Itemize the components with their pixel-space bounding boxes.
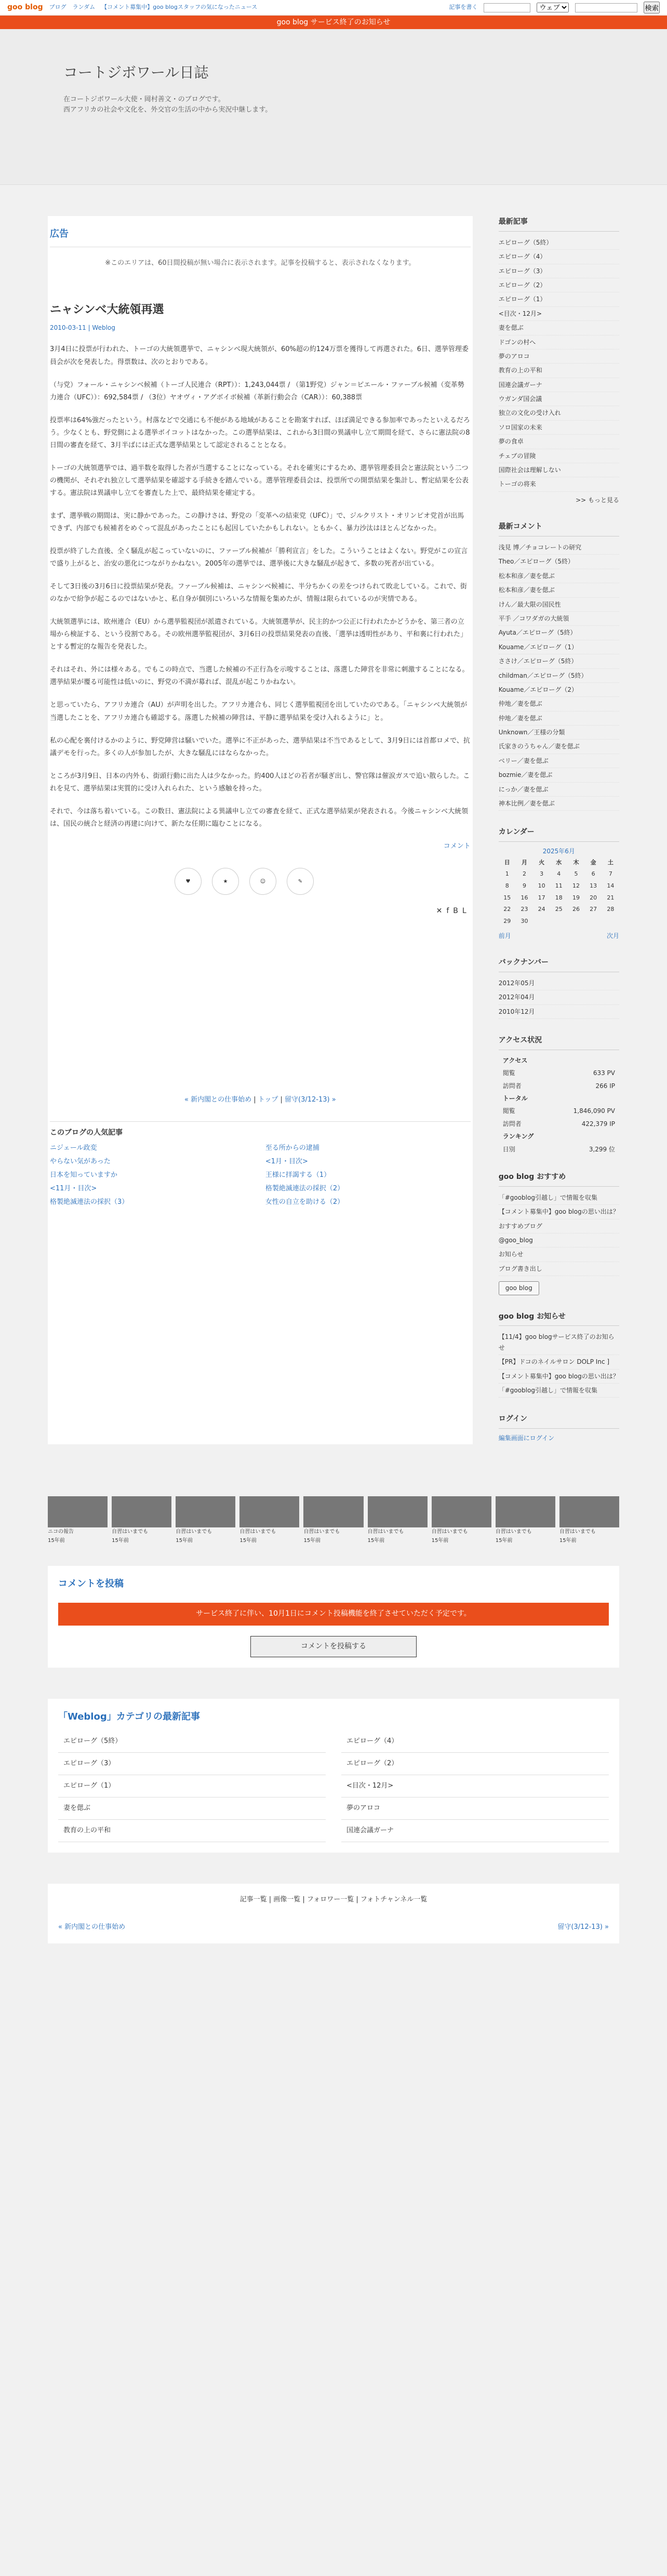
cal-day[interactable]: 19 <box>572 894 580 901</box>
gallery-date: 15年前 <box>239 1538 257 1544</box>
cal-day[interactable]: 7 <box>608 870 612 878</box>
gallery-date: 15年前 <box>559 1538 577 1544</box>
search-input[interactable] <box>484 3 530 12</box>
footer-links[interactable]: 記事一覧 | 画像一覧 | フォロワー一覧 | フォトチャンネル一覧 <box>239 1896 428 1904</box>
goo-recommend-item[interactable]: 【コメント募集中】goo blogの思い出は？ <box>499 1205 619 1219</box>
top-link[interactable]: トップ <box>258 1095 278 1104</box>
post-title[interactable]: ニャシンべ大統領再選 <box>50 303 164 316</box>
cal-day-header: 木 <box>573 858 579 866</box>
gallery-caption[interactable]: 自習はいまでも <box>176 1529 212 1535</box>
post-paragraph: そして3日後の3月6日に投票結果が発表。ファーブル候補は、ニャシンベ候補に、半分ちかくの差をつけられて敗北している。これで、街のなかで紛争が起こるのではないかと、私自身が個別にいろいろな情報を集めたが、情報は限られているのが実情である。 <box>50 583 467 603</box>
backnumber-heading: バックナンバー <box>499 957 619 972</box>
comment-item[interactable]: にっか／妻を偲ぶ <box>499 783 619 797</box>
cal-day[interactable]: 14 <box>607 882 615 889</box>
gallery-caption[interactable]: 自習はいまでも <box>495 1529 532 1535</box>
post-meta: 2010-03-11 | Weblog <box>50 324 115 332</box>
cal-day[interactable]: 22 <box>503 906 511 913</box>
rank-title: ランキング <box>502 1133 534 1141</box>
category-latest-item[interactable]: 国連会議ガーナ <box>341 1820 609 1842</box>
cal-day[interactable]: 25 <box>555 906 563 913</box>
comment-item[interactable]: Theo／エピローグ（5終） <box>499 555 619 569</box>
comment-item[interactable]: 仲地／妻を偲ぶ <box>499 697 619 711</box>
comment-item[interactable]: 松本和彦／妻を偲ぶ <box>499 569 619 583</box>
cal-day[interactable]: 20 <box>590 894 597 901</box>
calendar-heading: カレンダー <box>499 826 619 842</box>
recent-item[interactable]: エピローグ（3） <box>499 264 619 278</box>
category-latest-item[interactable]: エピローグ（3） <box>58 1753 326 1775</box>
post-paragraph: （与党）フォール・ニャシンベ候補（トーゴ人民連合（RPT））：1,243,044票 / （第1野党）ジャン＝ピエール・ファーブル候補（変革勢力連合（UFC））：692,584票 / （3位）ヤオヴィ・アグボイボ候補（革新行動会合（CAR））：60,388票 <box>50 381 464 401</box>
total-title: トータル <box>502 1095 528 1103</box>
popular-item[interactable]: 格製絶滅連法の採択（2） <box>265 1184 344 1192</box>
gallery-photo[interactable] <box>239 1496 299 1527</box>
comment-end-notice[interactable]: サービス終了に伴い、10月1日にコメント投稿機能を終了させていただく予定です。 <box>58 1603 609 1626</box>
post-paragraph: それはそれ、外には様々ある。でもこの時点で、当選した候補の不正行為を示唆することは、落選した陣営を非常に刺激することになる。選挙結果が覆る可能性は低いのに、野党の不満が募れば、混乱が起こりかねない。 <box>50 666 469 687</box>
ad-heading: 広告 <box>50 226 471 247</box>
post-date: 2010-03-11 <box>50 324 86 332</box>
backnumber-item[interactable]: 2010年12月 <box>499 1005 619 1019</box>
recent-list <box>499 236 619 492</box>
cal-day[interactable]: 2 <box>522 870 526 878</box>
comment-item[interactable]: 平手 ／コワダガの大統領 <box>499 612 619 626</box>
cal-day[interactable]: 10 <box>538 882 545 889</box>
gallery-caption[interactable]: 自習はいまでも <box>112 1529 149 1535</box>
popular-heading: このブログの人気記事 <box>50 1128 123 1137</box>
category-latest <box>48 1699 619 1853</box>
cal-day[interactable]: 26 <box>572 906 580 913</box>
gallery-photo[interactable] <box>496 1496 555 1527</box>
goo-logo[interactable]: goo blog <box>7 3 43 11</box>
comment-item[interactable]: Unknown／王様の分類 <box>499 726 619 740</box>
recent-item[interactable]: 夢のアロコ <box>499 350 619 364</box>
gallery-item[interactable] <box>432 1496 491 1545</box>
recent-item[interactable]: <目次・12月> <box>499 307 619 321</box>
blog-title[interactable]: コートジボワール日誌 <box>63 64 209 81</box>
category-latest-item[interactable]: 教育の上の平和 <box>58 1820 326 1842</box>
gallery-caption[interactable]: 自習はいまでも <box>239 1529 276 1535</box>
access-stats: アクセス 閲覧 633 PV 訪問者 266 IP トータル 閲覧 1,846,090 PV 訪問者 422,379 IP ランキング 日別 3,299 位 <box>499 1054 619 1156</box>
nav-blog[interactable]: ブログ <box>49 4 66 11</box>
gallery-date: 15年前 <box>431 1538 449 1544</box>
recent-heading: 最新記事 <box>499 216 619 232</box>
category-latest-item[interactable]: エピローグ（2） <box>341 1753 609 1775</box>
write-post-link[interactable]: 記事を書く <box>449 4 478 11</box>
recent-item[interactable]: ドゴンの村へ <box>499 336 619 350</box>
login-heading: ログイン <box>499 1413 619 1429</box>
cal-day[interactable] <box>533 916 550 928</box>
popular-item[interactable]: 日本を知っていますか <box>50 1171 118 1179</box>
cal-day[interactable]: 1 <box>505 870 509 878</box>
recent-item[interactable]: エピローグ（2） <box>499 278 619 292</box>
cal-day-header: 日 <box>504 858 510 866</box>
recent-item[interactable]: トーゴの将来 <box>499 477 619 491</box>
category-latest-heading: 「Weblog」カテゴリの最新記事 <box>58 1711 201 1723</box>
footer-prev[interactable]: « 新内閣との仕事始め <box>58 1923 126 1931</box>
gallery-photo[interactable] <box>48 1496 108 1527</box>
comment-heading: コメントを投稿 <box>58 1578 124 1590</box>
recent-comments-list <box>499 541 619 811</box>
service-end-notice[interactable]: goo blog サービス終了のお知らせ <box>0 16 667 29</box>
cal-day[interactable]: 11 <box>555 882 563 889</box>
cal-day[interactable]: 28 <box>607 906 615 913</box>
cal-next[interactable]: 次月 <box>606 932 619 940</box>
gallery-date: 15年前 <box>367 1538 385 1544</box>
comment-item[interactable]: けん／最大限の国民性 <box>499 598 619 612</box>
reaction-button-2[interactable]: ★ <box>212 868 239 895</box>
access-heading: アクセス状況 <box>499 1035 619 1050</box>
recent-item[interactable]: 妻を偲ぶ <box>499 321 619 335</box>
cal-day[interactable]: 4 <box>557 870 561 878</box>
comment-section <box>48 1566 619 1668</box>
recent-item[interactable]: 国際社会は理解しない <box>499 463 619 477</box>
gallery-photo[interactable] <box>368 1496 428 1527</box>
post-paragraph: 投票率は64%強だったという。村落などで交通にも不便がある地域があることを勘案すれば、ほぼ満足できる参加率であったといえるだろう。少なくとも、野党側による選挙ボイコットはなかった。この選挙結果は、これから3日間の異議申し立て期間を経て、さらに憲法院の8日間の審査を経て、3月半ばには正式な選挙結果として認定されることとなる。 <box>50 416 470 449</box>
footer <box>48 1884 619 1943</box>
cal-day[interactable]: 17 <box>538 894 545 901</box>
calendar-table <box>499 857 619 928</box>
gallery-caption[interactable]: 自習はいまでも <box>559 1529 596 1535</box>
post-comment-button[interactable]: コメントを投稿する <box>250 1636 417 1658</box>
blog-header <box>0 29 667 185</box>
reaction-button-3[interactable]: ☺ <box>249 868 276 895</box>
goo-recommend-item[interactable]: @goo_blog <box>499 1233 619 1247</box>
category-latest-item[interactable]: 夢のアロコ <box>341 1797 609 1820</box>
post-category[interactable]: Weblog <box>92 324 115 332</box>
cal-day[interactable]: 6 <box>591 870 595 878</box>
gallery-date: 15年前 <box>112 1538 129 1544</box>
calendar-month: 2025年6月 <box>542 848 575 855</box>
recent-item[interactable]: ウガンダ国会議 <box>499 392 619 406</box>
news-list <box>499 1330 619 1398</box>
cal-prev[interactable]: 前月 <box>498 932 511 940</box>
sns-share <box>50 905 471 918</box>
search-button[interactable]: 検索 <box>644 2 660 14</box>
cal-day[interactable]: 16 <box>521 894 528 901</box>
facebook-share-icon[interactable]: f <box>446 906 453 915</box>
goo-recommend-list <box>499 1191 619 1276</box>
recent-item[interactable]: エピローグ（1） <box>499 292 619 306</box>
gallery-photo[interactable] <box>112 1496 171 1527</box>
gallery-caption[interactable]: 自習はいまでも <box>367 1529 404 1535</box>
post-pager: « 新内閣との仕事始め | トップ | 留守(3/12-13) » <box>184 1095 336 1104</box>
blog-desc-1: 在コートジボワール大使・岡村善文・のブログです。 <box>63 95 225 103</box>
popular-item[interactable]: <11月・目次> <box>50 1184 97 1192</box>
cal-day[interactable]: 18 <box>555 894 563 901</box>
cal-day[interactable] <box>602 916 619 928</box>
gallery-photo[interactable] <box>303 1496 363 1527</box>
gallery-item[interactable] <box>176 1496 235 1545</box>
cal-day-header: 月 <box>521 858 527 866</box>
reaction-button-1[interactable]: ♥ <box>175 868 202 895</box>
recent-item[interactable]: 国連会議ガーナ <box>499 378 619 392</box>
popular-item[interactable]: 王様に拝謁する（1） <box>265 1171 331 1179</box>
post-paragraph: と思っていたら、アフリカ連合（AU）が声明を出した。アフリカ連合も、同じく選挙監視団を出していたのである。「ニャシンベ大統領が当選したことを、アフリカ連合も確認する。落選した候補の陣営は、平静に選挙結果を受け入れるように」と。 <box>50 701 468 722</box>
post-body <box>50 343 471 830</box>
category-latest-item[interactable]: エピローグ（4） <box>341 1730 609 1753</box>
popular-item[interactable]: やらない気があった <box>50 1157 111 1165</box>
access-title: アクセス <box>502 1056 528 1064</box>
comment-item[interactable]: ささけ／エピローグ（5終） <box>499 654 619 668</box>
popular-posts <box>50 1121 471 1208</box>
comment-item[interactable]: 神本比例／妻を偲ぶ <box>499 797 619 811</box>
cal-day[interactable]: 8 <box>505 882 509 889</box>
post-paragraph: 私の心配を裏付けるかのように、野党陣営は騒いでいた。選挙に不正があった、選挙結果は不当であるとして、3月9日には首都ロメで、抗議デモを行った。多くの人が参加したが、大きな騒乱にはならなかった。 <box>50 736 470 757</box>
cal-day-header: 火 <box>539 858 545 866</box>
gallery-item[interactable] <box>559 1496 619 1545</box>
goo-recommend-item[interactable]: お知らせ <box>499 1247 619 1262</box>
backnumber-list <box>499 976 619 1019</box>
comments-heading: 最新コメント <box>499 521 619 536</box>
comment-item[interactable]: 仲地／妻を偲ぶ <box>499 712 619 726</box>
recent-item[interactable]: エピローグ（5終） <box>499 236 619 250</box>
post-paragraph: 3月4日に投票が行われた、トーゴの大統領選挙で、ニャシンベ現大統領が、60%超の約124万票を獲得して再選された。6日、選挙管理委員会が次を発表した。得票数は、次のとおりである。 <box>50 345 469 366</box>
gallery-item[interactable] <box>368 1496 428 1545</box>
blog-desc-2: 西アフリカの社会や文化を、外交官の生活の中から実況中継します。 <box>63 106 272 114</box>
post-paragraph: 投票が終了した直後、全く騒乱が起こっていないのに、ファーブル候補が「勝利宣言」をした。こういうことはよくない。野党がこの宣言で盛り上がると、治安の悪化につながりかねない。2005年の選挙では、選挙後に大きな騒乱が起きて、多数の死者が出ている。 <box>50 547 468 568</box>
cal-day[interactable] <box>550 916 567 928</box>
post-paragraph: それで、今は落ち着いている。この数日、憲法院による異議申し立ての審査を経て、正式な選挙結果が発表される。今後ニャシンベ大統領は、国民の統合と経済の再建に向けて、新たな任期に臨むことになる。 <box>50 807 469 828</box>
goo-recommend-item[interactable]: 「#gooblog引越し」で情報を収集 <box>499 1191 619 1205</box>
cal-day-header: 金 <box>590 858 596 866</box>
cal-day[interactable]: 23 <box>521 906 528 913</box>
gallery-item[interactable] <box>48 1496 108 1545</box>
gallery-date: 15年前 <box>303 1538 321 1544</box>
goo-recommend-heading: goo blog おすすめ <box>499 1171 619 1187</box>
cal-day[interactable]: 5 <box>574 870 578 878</box>
recent-item[interactable]: 独立の文化の受け入れ <box>499 406 619 420</box>
cal-day-header: 水 <box>556 858 562 866</box>
category-latest-item[interactable]: エピローグ（5終） <box>58 1730 326 1753</box>
search-scope[interactable] <box>537 3 569 12</box>
main-column <box>48 216 473 1444</box>
gallery-photo[interactable] <box>559 1496 619 1527</box>
x-share-icon[interactable]: ✕ <box>436 906 447 915</box>
recent-item[interactable]: 夢の食卓 <box>499 435 619 449</box>
ad-note: ※このエリアは、60日間投稿が無い場合に表示されます。記事を投稿すると、表示されなくなります。 <box>105 259 416 267</box>
nav-random[interactable]: ランダム <box>72 4 96 11</box>
gallery-caption[interactable]: ニコの報告 <box>48 1529 74 1535</box>
reaction-button-4[interactable]: ✎ <box>287 868 314 895</box>
post-paragraph: トーゴの大統領選挙では、過半数を取得した者が当選することになっている。それを確実にするため、選挙管理委員会と憲法院という二つの機関が、それぞれ独立して選挙結果を確認する手続きを踏んでいる。選挙管理委員会は、投票所での開票結果を集計し、暫定結果を公表する。憲法院は異議申し立てを審査した上で、最終結果を確定する。 <box>50 464 469 497</box>
popular-item[interactable]: 格製絶滅連法の採択（3） <box>50 1198 129 1206</box>
post-paragraph: ところが3月9日、日本の内外も、街頭行動に出た人は少なかった。約400人ほどの若者が騒ぎ出し、警官隊は催涙ガスで追い散らした。これを見て、選挙結果は実質的に受け入れられた、という感触を持った。 <box>50 772 470 793</box>
prev-post-link[interactable]: « 新内閣との仕事始め <box>184 1095 252 1104</box>
cal-day[interactable]: 29 <box>503 918 511 925</box>
category-latest-item[interactable]: <目次・12月> <box>341 1775 609 1797</box>
cal-day[interactable]: 13 <box>590 882 597 889</box>
cal-day[interactable] <box>585 916 602 928</box>
backnumber-item[interactable]: 2012年04月 <box>499 990 619 1004</box>
news-item[interactable]: 「#gooblog引越し」で情報を収集 <box>499 1384 619 1398</box>
comment-item[interactable]: 松本和彦／妻を偲ぶ <box>499 583 619 597</box>
search-box[interactable] <box>575 3 637 12</box>
cal-day-header: 土 <box>607 858 613 866</box>
category-latest-list <box>58 1730 609 1842</box>
global-topbar <box>0 0 667 16</box>
gallery-caption[interactable]: 自習はいまでも <box>303 1529 340 1535</box>
post-paragraph: まず、選挙戦の期間は、実に静かであった。この静けさは、野党の「変革への結束党（UFC）」で、ジルクリスト・オリンピオ党首が出馬できず、内部でも候補者をめぐって混乱があったことにも起因していたかもしれない。ともかく、暴力沙汰はほとんどなかった。 <box>50 512 464 532</box>
cal-day[interactable]: 27 <box>590 906 597 913</box>
gallery-photo[interactable] <box>432 1496 491 1527</box>
next-post-link[interactable]: 留守(3/12-13) » <box>285 1095 336 1104</box>
comment-item[interactable]: Kouame／エピローグ（2） <box>499 683 619 697</box>
goo-recommend-item[interactable]: ブログ書き出し <box>499 1262 619 1276</box>
popular-item[interactable]: 女性の自立を助ける（2） <box>265 1198 344 1206</box>
comment-item[interactable]: 氏家きのうちゃん／妻を偲ぶ <box>499 740 619 754</box>
cal-day[interactable]: 12 <box>572 882 580 889</box>
gallery-date: 15年前 <box>48 1538 65 1544</box>
gallery-item[interactable] <box>239 1496 299 1545</box>
cal-day[interactable]: 15 <box>503 894 511 901</box>
more-link[interactable]: >> もっと見る <box>576 496 619 504</box>
gallery-caption[interactable]: 自習はいまでも <box>431 1529 468 1535</box>
cal-day[interactable]: 9 <box>522 882 526 889</box>
gallery-photo[interactable] <box>176 1496 235 1527</box>
recent-item[interactable]: チェブの冒険 <box>499 449 619 463</box>
popular-list <box>50 1143 471 1208</box>
goo-recommend-item[interactable]: おすすめブログ <box>499 1219 619 1233</box>
comment-item[interactable]: 浅見 博／チョコレートの研究 <box>499 541 619 555</box>
cal-day[interactable]: 24 <box>538 906 545 913</box>
category-latest-item[interactable]: エピローグ（1） <box>58 1775 326 1797</box>
popular-item[interactable]: <1月・目次> <box>265 1157 308 1165</box>
gallery-item[interactable] <box>112 1496 171 1545</box>
footer-next[interactable]: 留守(3/12-13) » <box>557 1923 609 1931</box>
gallery-item[interactable] <box>496 1496 555 1545</box>
category-latest-item[interactable]: 妻を偲ぶ <box>58 1797 326 1820</box>
comment-item[interactable]: childman／エピローグ（5終） <box>499 669 619 683</box>
cal-day[interactable]: 21 <box>607 894 615 901</box>
reaction-buttons <box>175 868 471 895</box>
gallery-item[interactable] <box>303 1496 363 1545</box>
gallery-date: 15年前 <box>176 1538 193 1544</box>
sidebar <box>499 216 619 1444</box>
photo-gallery <box>48 1496 619 1545</box>
news-heading: goo blog お知らせ <box>499 1311 619 1326</box>
cal-day[interactable] <box>567 916 584 928</box>
comment-item[interactable]: Ayuta／エピローグ（5終） <box>499 626 619 640</box>
comment-item[interactable]: Kouame／エピローグ（1） <box>499 640 619 654</box>
news-item[interactable]: 【PR】ドコのネイルサロン DOLP Inc ] <box>499 1355 619 1369</box>
news-item[interactable]: 【11/4】goo blogサービス終了のお知らせ <box>499 1330 619 1355</box>
hatena-share-icon[interactable]: B <box>453 906 462 915</box>
nav-news[interactable]: 【コメント募集中】goo blogスタッフの気になったニュース <box>101 4 258 11</box>
login-link[interactable]: 編集画面にログイン <box>498 1434 555 1442</box>
comment-item[interactable]: ベリー／妻を偲ぶ <box>499 754 619 768</box>
recent-item[interactable]: ソロ国家の未来 <box>499 421 619 435</box>
backnumber-item[interactable]: 2012年05月 <box>499 976 619 990</box>
recent-item[interactable]: 教育の上の平和 <box>499 364 619 378</box>
cal-day[interactable]: 30 <box>521 918 528 925</box>
news-item[interactable]: 【コメント募集中】goo blogの思い出は？ <box>499 1370 619 1384</box>
gallery-date: 15年前 <box>495 1538 513 1544</box>
comment-item[interactable]: bozmie／妻を偲ぶ <box>499 768 619 782</box>
recent-item[interactable]: エピローグ（4） <box>499 250 619 264</box>
comment-link[interactable]: コメント <box>443 842 471 850</box>
popular-item[interactable]: ニジェール政変 <box>50 1144 97 1152</box>
cal-day[interactable]: 3 <box>540 870 544 878</box>
line-share-icon[interactable]: L <box>462 906 471 915</box>
goo-badge[interactable]: goo blog <box>499 1281 619 1295</box>
post-paragraph: 大統領選挙には、欧州連合（EU）から選挙監視団が派遣されている。大統領選挙が、民主的かつ公正に行われたかどうかを、第三者の立場から検証する、という役割である。その欧州選挙監視団が、3月6日の投票結果発表の直後、「選挙は透明性があり、平和裏に行われた」とする暫定的な報告を発表した。 <box>50 618 468 651</box>
popular-item[interactable]: 至る所からの逮捕 <box>265 1144 319 1152</box>
